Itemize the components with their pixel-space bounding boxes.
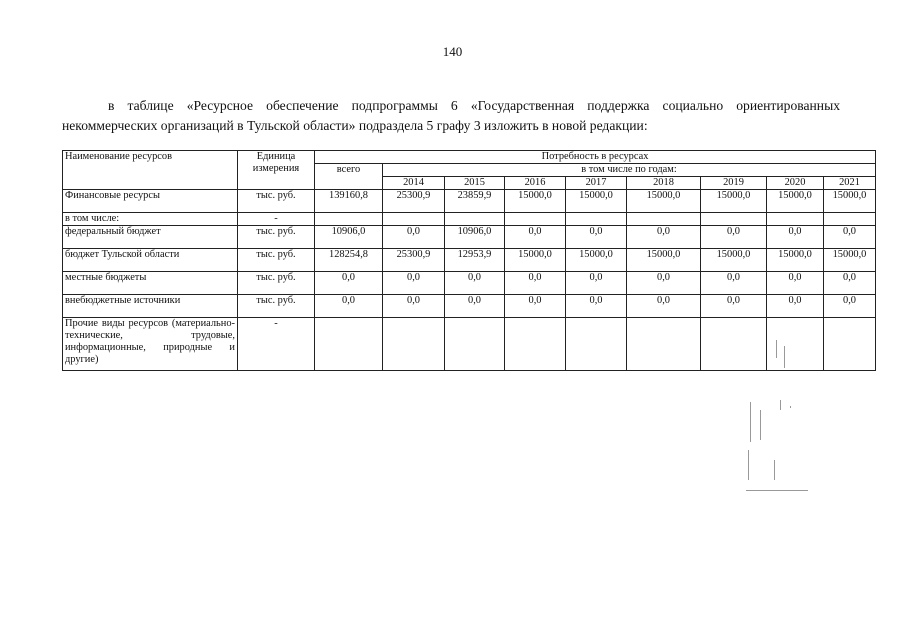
row-unit: тыс. руб.: [238, 295, 315, 318]
row-value: [566, 213, 627, 226]
row-name: федеральный бюджет: [63, 226, 238, 249]
row-name: в том числе:: [63, 213, 238, 226]
table-row: [63, 249, 876, 272]
header-year: 2018: [627, 177, 701, 190]
row-value: 0,0: [824, 295, 876, 318]
row-value: 15000,0: [627, 249, 701, 272]
row-value: [383, 318, 445, 371]
row-value: 15000,0: [701, 190, 767, 213]
row-value: 12953,9: [445, 249, 505, 272]
header-unit: Единица измерения: [238, 151, 315, 190]
row-value: [627, 213, 701, 226]
row-value: [627, 318, 701, 371]
row-value: 0,0: [767, 295, 824, 318]
row-value: 15000,0: [824, 249, 876, 272]
row-value: 0,0: [383, 295, 445, 318]
table-row: [63, 190, 876, 213]
row-value: [824, 318, 876, 371]
row-unit: -: [238, 213, 315, 226]
row-value: 0,0: [566, 226, 627, 249]
row-value: 0,0: [701, 272, 767, 295]
row-value: 0,0: [701, 295, 767, 318]
row-value: 0,0: [767, 226, 824, 249]
row-value: [767, 213, 824, 226]
row-value: [383, 213, 445, 226]
row-value: 25300,9: [383, 249, 445, 272]
row-value: 0,0: [767, 272, 824, 295]
table-row: [63, 226, 876, 249]
row-unit: тыс. руб.: [238, 249, 315, 272]
row-name: бюджет Тульской области: [63, 249, 238, 272]
scan-noise: [740, 340, 810, 500]
row-unit: тыс. руб.: [238, 190, 315, 213]
header-year: 2015: [445, 177, 505, 190]
row-name: Финансовые ресурсы: [63, 190, 238, 213]
row-value: 15000,0: [627, 190, 701, 213]
row-value: 0,0: [566, 272, 627, 295]
resource-table: [62, 150, 876, 371]
row-value: 25300,9: [383, 190, 445, 213]
row-value: 15000,0: [767, 249, 824, 272]
row-name: Прочие виды ресурсов (материально-технические, трудовые, информационные, природные и другие): [63, 318, 238, 371]
header-year: 2017: [566, 177, 627, 190]
row-value: 15000,0: [701, 249, 767, 272]
row-value: 15000,0: [767, 190, 824, 213]
row-value: [505, 318, 566, 371]
header-year: 2016: [505, 177, 566, 190]
row-value: [445, 318, 505, 371]
row-value: [701, 213, 767, 226]
row-value: 0,0: [627, 226, 701, 249]
row-value: 15000,0: [566, 249, 627, 272]
row-value: 0,0: [383, 226, 445, 249]
row-total: 128254,8: [315, 249, 383, 272]
row-total: 0,0: [315, 272, 383, 295]
row-value: 0,0: [701, 226, 767, 249]
intro-paragraph: в таблице «Ресурсное обеспечение подпрограммы 6 «Государственная поддержка социально ориентированных некоммерческих организаций в Тульской области» подраздела 5 графу 3 изложить в новой редакции:: [62, 98, 840, 133]
row-total: 10906,0: [315, 226, 383, 249]
header-by-years: в том числе по годам:: [383, 164, 876, 177]
header-year: 2020: [767, 177, 824, 190]
row-total: 0,0: [315, 295, 383, 318]
table-row: [63, 295, 876, 318]
row-value: 0,0: [824, 272, 876, 295]
row-value: [505, 213, 566, 226]
row-value: 0,0: [505, 226, 566, 249]
row-value: 0,0: [383, 272, 445, 295]
row-unit: тыс. руб.: [238, 226, 315, 249]
table-row: [63, 213, 876, 226]
header-year: 2019: [701, 177, 767, 190]
row-value: 0,0: [505, 272, 566, 295]
row-value: 23859,9: [445, 190, 505, 213]
row-value: [824, 213, 876, 226]
page-number: 140: [442, 44, 463, 59]
row-value: 0,0: [566, 295, 627, 318]
table-row: [63, 272, 876, 295]
row-unit: тыс. руб.: [238, 272, 315, 295]
header-need: Потребность в ресурсах: [315, 151, 876, 164]
header-year: 2021: [824, 177, 876, 190]
header-year: 2014: [383, 177, 445, 190]
row-value: [445, 213, 505, 226]
row-value: 0,0: [445, 295, 505, 318]
row-value: 15000,0: [566, 190, 627, 213]
row-value: 10906,0: [445, 226, 505, 249]
row-total: [315, 318, 383, 371]
row-name: внебюджетные источники: [63, 295, 238, 318]
row-total: 139160,8: [315, 190, 383, 213]
row-value: 15000,0: [505, 249, 566, 272]
row-value: 0,0: [505, 295, 566, 318]
row-value: 0,0: [824, 226, 876, 249]
row-value: 0,0: [445, 272, 505, 295]
header-total: всего: [315, 164, 383, 190]
row-value: 15000,0: [824, 190, 876, 213]
row-value: [566, 318, 627, 371]
row-value: 15000,0: [505, 190, 566, 213]
row-value: 0,0: [627, 272, 701, 295]
row-value: 0,0: [627, 295, 701, 318]
row-unit: -: [238, 318, 315, 371]
header-resource-name: Наименование ресурсов: [63, 151, 238, 190]
row-name: местные бюджеты: [63, 272, 238, 295]
row-total: [315, 213, 383, 226]
